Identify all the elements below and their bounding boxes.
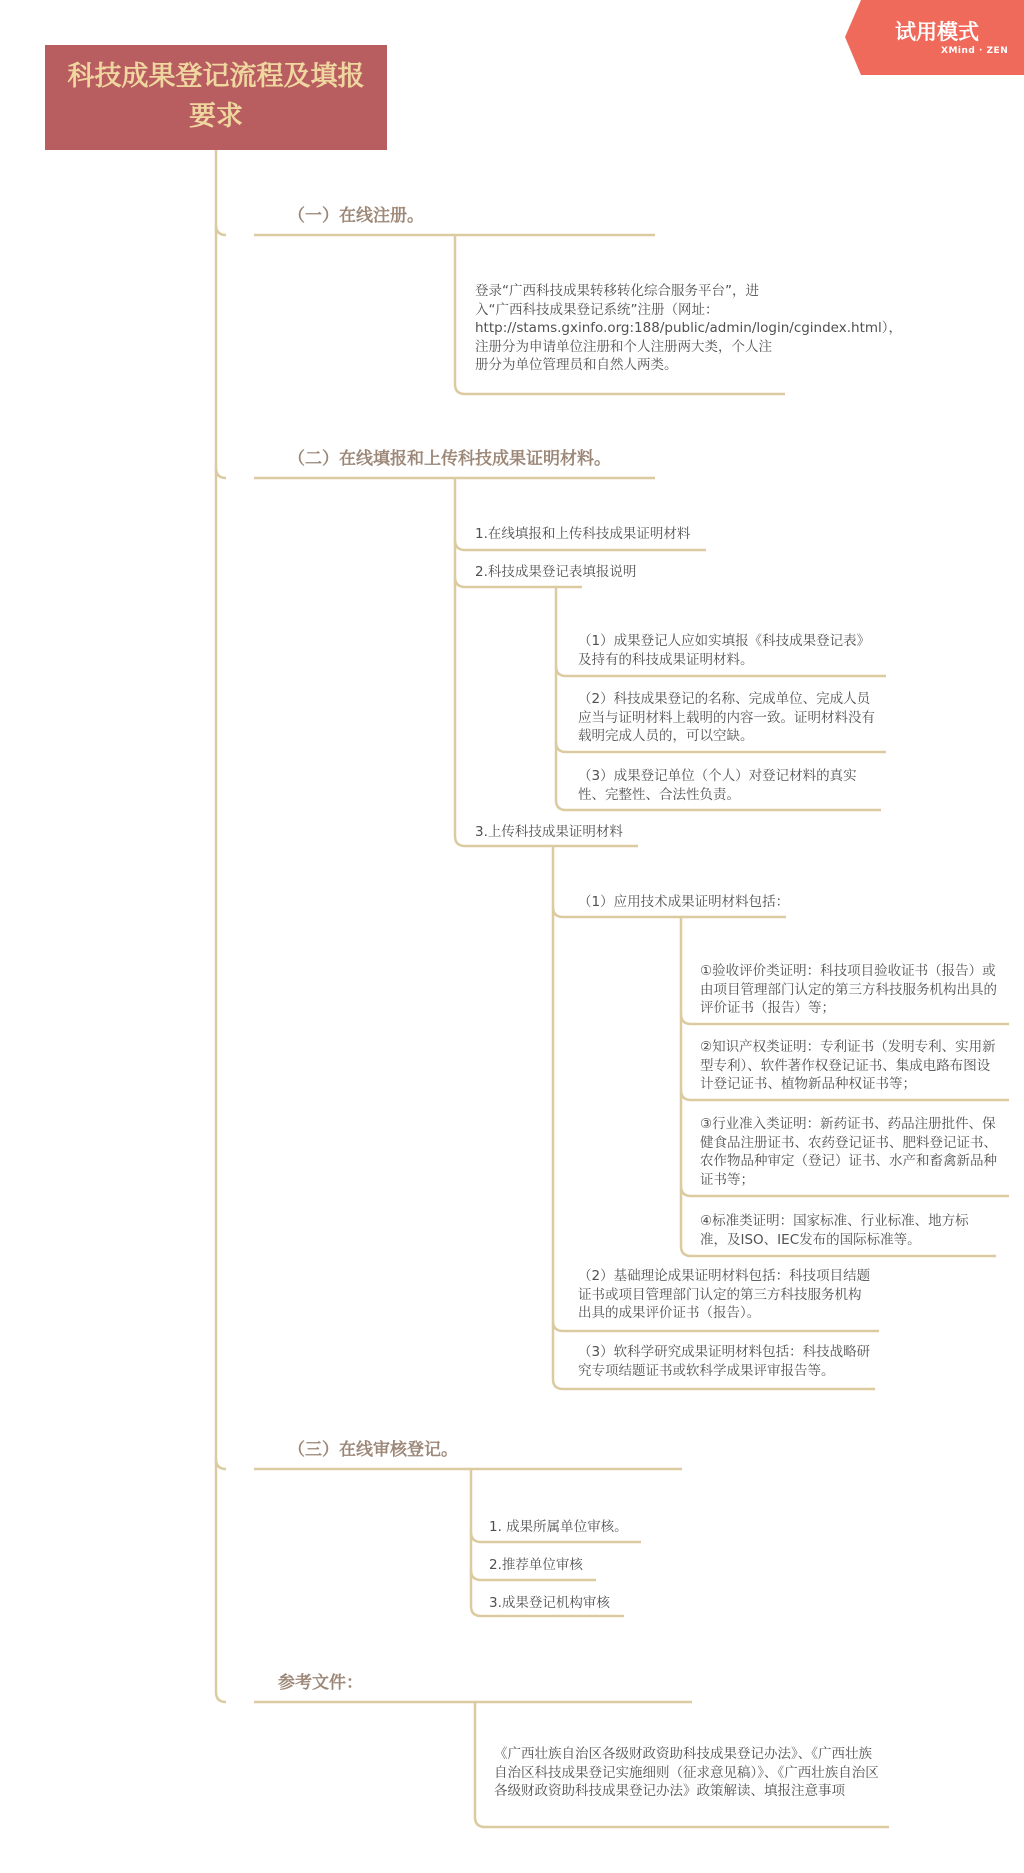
topic-node[interactable]: （2）科技成果登记的名称、完成单位、完成人员应当与证明材料上载明的内容一致。证明材料没有载明完成人员的，可以空缺。 bbox=[578, 691, 875, 744]
topic-node[interactable]: ③行业准入类证明：新药证书、药品注册批件、保健食品注册证书、农药登记证书、肥料登记证书、农作物品种审定（登记）证书、水产和畜禽新品种证书等； bbox=[700, 1116, 997, 1188]
topic-node[interactable]: 1. 成果所属单位审核。 bbox=[489, 1519, 628, 1535]
topic-node[interactable]: （2）基础理论成果证明材料包括：科技项目结题证书或项目管理部门认定的第三方科技服务机构出具的成果评价证书（报告）。 bbox=[578, 1268, 871, 1321]
topic-node[interactable]: 2.科技成果登记表填报说明 bbox=[475, 564, 637, 580]
topic-node[interactable]: 《广西壮族自治区各级财政资助科技成果登记办法》、《广西壮族自治区科技成果登记实施细则（征求意见稿）》、《广西壮族自治区各级财政资助科技成果登记办法》政策解读、填报注意事项 bbox=[494, 1746, 879, 1799]
topic-node[interactable]: 2.推荐单位审核 bbox=[489, 1557, 583, 1573]
topic-node[interactable]: （3）软科学研究成果证明材料包括：科技战略研究专项结题证书或软科学成果评审报告等。 bbox=[578, 1344, 871, 1379]
topic-node[interactable]: （3）成果登记单位（个人）对登记材料的真实性、完整性、合法性负责。 bbox=[578, 768, 857, 803]
topic-node[interactable]: ④标准类证明：国家标准、行业标准、地方标准，及ISO、IEC发布的国际标准等。 bbox=[700, 1213, 969, 1248]
badge-label: 试用模式 bbox=[895, 20, 979, 44]
topic-node[interactable]: ②知识产权类证明：专利证书（发明专利、实用新型专利）、软件著作权登记证书、集成电路布图设计登记证书、植物新品种权证书等； bbox=[700, 1039, 996, 1092]
topic-node[interactable]: 3.上传科技成果证明材料 bbox=[475, 824, 623, 840]
badge-brand: XMind · ZEN bbox=[941, 46, 1009, 56]
topic-node[interactable]: 1.在线填报和上传科技成果证明材料 bbox=[475, 526, 691, 542]
topic-node[interactable]: （1）成果登记人应如实填报《科技成果登记表》及持有的科技成果证明材料。 bbox=[578, 633, 871, 668]
root-topic[interactable]: 科技成果登记流程及填报要求 bbox=[45, 45, 387, 150]
section-heading[interactable]: （一）在线注册。 bbox=[288, 206, 424, 226]
topic-node[interactable]: 登录“广西科技成果转移转化综合服务平台”，进入“广西科技成果登记系统”注册（网址：http://stams.gxinfo.org:188/public/admin/login/cgindex.html），注册分为申请单位注册和个人注册两大类，个人注册分为单位管理员和自然人两类。 bbox=[475, 283, 903, 373]
section-heading[interactable]: （三）在线审核登记。 bbox=[288, 1440, 458, 1460]
section-heading[interactable]: （二）在线填报和上传科技成果证明材料。 bbox=[288, 449, 611, 469]
topic-node[interactable]: ①验收评价类证明：科技项目验收证书（报告）或由项目管理部门认定的第三方科技服务机构出具的评价证书（报告）等； bbox=[700, 963, 997, 1016]
section-heading[interactable]: 参考文件： bbox=[278, 1673, 363, 1693]
topic-node[interactable]: 3.成果登记机构审核 bbox=[489, 1595, 610, 1611]
trial-mode-badge[interactable] bbox=[845, 0, 1024, 75]
topic-node[interactable]: （1）应用技术成果证明材料包括： bbox=[578, 894, 790, 910]
